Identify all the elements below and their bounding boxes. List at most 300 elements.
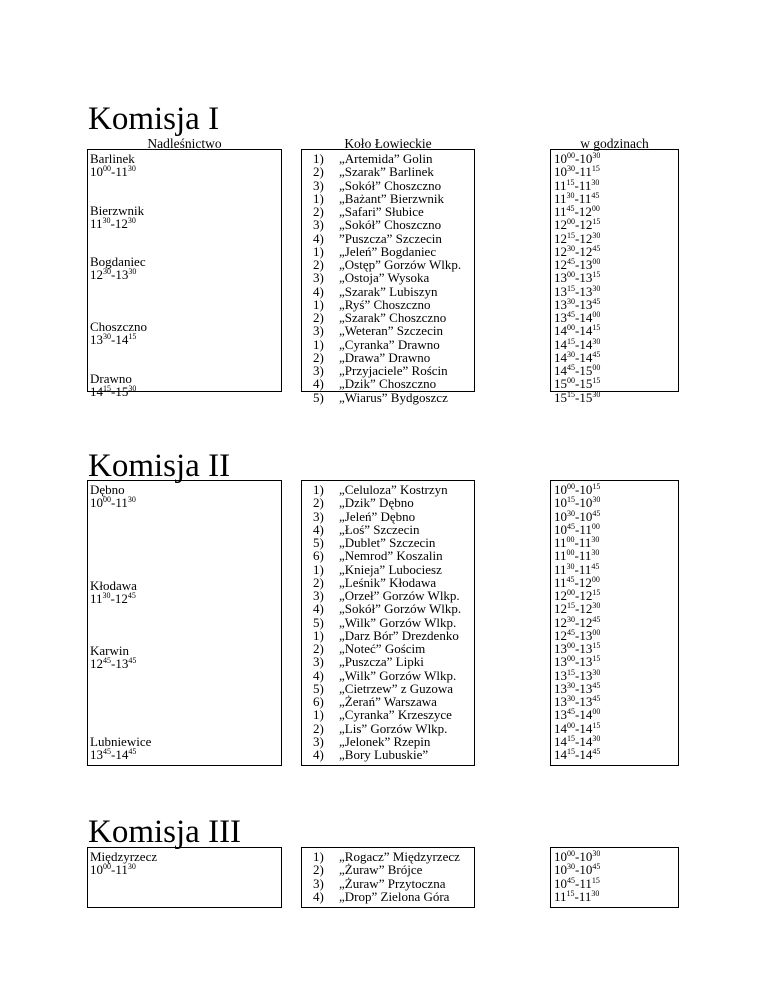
kolo-name: „Sokół” Choszczno <box>339 217 442 233</box>
from-hour: 11 <box>554 574 567 590</box>
row-number: 3) <box>313 588 324 603</box>
to-hour: 11 <box>578 548 592 564</box>
kolo-row <box>302 351 474 364</box>
time-row <box>551 298 678 311</box>
nadlesnictwo-name: Bierzwnik <box>90 203 145 218</box>
kolo-row <box>302 510 474 523</box>
to-hour: 11 <box>578 561 592 577</box>
end-hour: 11 <box>115 495 128 510</box>
end-minute: 45 <box>128 656 137 665</box>
row-number: 3) <box>313 323 324 339</box>
row-number: 3) <box>313 270 324 286</box>
from-minute: 30 <box>567 349 575 359</box>
row-number: 4) <box>313 283 324 299</box>
from-minute: 00 <box>567 323 575 333</box>
row-number: 3) <box>313 733 324 749</box>
time-range: $12^{15}-12^{30}$ <box>554 230 601 246</box>
time-row <box>551 245 678 258</box>
nadlesnictwo-entry <box>90 152 136 180</box>
to-hour: 13 <box>579 654 593 670</box>
from-minute: 45 <box>566 204 575 213</box>
from-hour: 11 <box>554 204 567 219</box>
from-hour: 10 <box>554 521 567 537</box>
to-hour: 12 <box>579 614 593 630</box>
row-number: 4) <box>313 521 324 537</box>
to-minute: 15 <box>592 588 601 597</box>
time-range: $11^{30}-11^{45}$ <box>554 561 600 577</box>
from-minute: 30 <box>566 190 575 200</box>
kolo-row <box>302 179 474 192</box>
from-hour: 13 <box>554 694 567 709</box>
to-minute: 30 <box>592 230 601 240</box>
to-minute: 00 <box>592 310 601 319</box>
to-hour: 10 <box>579 151 593 166</box>
komisja-1-nadlesnictwa-box <box>87 149 282 399</box>
end-hour: 14 <box>115 332 129 347</box>
from-minute: 15 <box>567 747 575 756</box>
nadlesnictwo-entry <box>90 735 151 763</box>
komisja-1-title: Komisja I <box>88 101 220 137</box>
time-row <box>551 669 678 682</box>
kolo-row <box>302 536 474 549</box>
from-hour: 13 <box>554 283 567 299</box>
end-minute: 30 <box>127 164 136 173</box>
row-number: 2) <box>313 310 324 325</box>
row-number: 5) <box>313 680 324 696</box>
row-number: 5) <box>313 614 324 630</box>
kolo-row <box>302 338 474 351</box>
from-minute: 30 <box>567 694 575 703</box>
start-minute: 00 <box>103 495 111 504</box>
kolo-name: „Szarak” Lubiszyn <box>339 283 438 299</box>
kolo-name: „Jeleń” Bogdaniec <box>339 243 437 259</box>
to-hour: 13 <box>579 667 593 683</box>
row-number: 4) <box>313 601 324 617</box>
from-hour: 14 <box>554 747 567 762</box>
row-number: 3) <box>313 177 324 193</box>
row-number: 2) <box>313 349 324 365</box>
nadlesnictwo-name: Międzyrzecz <box>90 849 158 864</box>
kolo-name: „Bory Lubuskie” <box>339 747 429 762</box>
time-row <box>551 655 678 668</box>
time-range: $10^{30}-10^{45}$ <box>554 508 601 524</box>
to-hour: 11 <box>579 164 592 180</box>
kolo-row <box>302 722 474 735</box>
row-number: 1) <box>313 151 324 166</box>
nadlesnictwo-name: Bogdaniec <box>90 254 146 269</box>
from-minute: 15 <box>567 230 575 240</box>
to-minute: 00 <box>592 627 601 637</box>
kolo-row <box>302 218 474 231</box>
time-range: $10^{00}-10^{30}$ <box>554 849 601 864</box>
time-row <box>551 748 678 761</box>
kolo-name: „Darz Bór” Drezdenko <box>339 627 459 643</box>
time-row <box>551 629 678 642</box>
from-minute: 00 <box>566 548 575 558</box>
from-minute: 30 <box>567 614 575 624</box>
kolo-name: „Jeleń” Dębno <box>339 508 416 524</box>
kolo-name: „Żerań” Warszawa <box>339 694 437 709</box>
end-minute: 45 <box>128 747 137 756</box>
start-minute: 45 <box>103 656 111 665</box>
row-number: 2) <box>313 204 324 219</box>
kolo-row <box>302 655 474 668</box>
from-minute: 45 <box>567 627 575 637</box>
from-hour: 13 <box>554 296 567 312</box>
to-hour: 12 <box>579 243 593 259</box>
to-minute: 45 <box>592 862 601 872</box>
end-hour: 14 <box>115 747 129 762</box>
kolo-name: „Nemrod” Koszalin <box>339 548 443 564</box>
from-minute: 45 <box>567 875 575 885</box>
nadlesnictwo-entry <box>90 850 157 878</box>
time-range: $12^{00}-12^{15}$ <box>554 588 601 603</box>
komisja-2-nadlesnictwa-box <box>87 480 282 766</box>
to-hour: 14 <box>579 707 593 723</box>
row-number: 3) <box>313 217 324 233</box>
kolo-row <box>302 298 474 311</box>
from-minute: 45 <box>567 310 575 319</box>
end-hour: 13 <box>115 267 129 282</box>
to-hour: 14 <box>579 310 593 325</box>
from-hour: 10 <box>554 164 567 180</box>
time-range: $15^{15}-15^{30}$ <box>554 389 601 405</box>
kolo-row <box>302 695 474 708</box>
to-hour: 13 <box>579 680 593 696</box>
time-row <box>551 179 678 192</box>
to-hour: 14 <box>579 323 593 339</box>
start-hour: 14 <box>90 384 103 399</box>
kolo-row <box>302 245 474 258</box>
to-minute: 45 <box>592 508 601 518</box>
row-number: 2) <box>313 641 324 656</box>
row-number: 6) <box>313 548 324 564</box>
time-range: $11^{45}-12^{00}$ <box>554 574 600 590</box>
komisja-2-godziny-box <box>550 480 679 766</box>
row-number: 1) <box>313 561 324 577</box>
row-number: 1) <box>313 243 324 259</box>
nadlesnictwo-name: Lubniewice <box>90 734 152 749</box>
to-hour: 11 <box>578 888 592 904</box>
row-number: 4) <box>313 230 324 246</box>
kolo-name: „Cietrzew” z Guzowa <box>339 680 454 696</box>
to-minute: 45 <box>592 243 601 253</box>
nadlesnictwo-name: Barlinek <box>90 151 135 166</box>
kolo-row <box>302 890 474 903</box>
to-hour: 12 <box>578 574 592 590</box>
start-minute: 30 <box>103 332 111 341</box>
time-range: $12^{45}-13^{00}$ <box>554 257 601 272</box>
komisja-2-title: Komisja II <box>88 448 231 484</box>
from-hour: 13 <box>554 667 567 683</box>
start-minute: 30 <box>102 591 111 600</box>
from-minute: 15 <box>567 733 575 743</box>
to-minute: 15 <box>592 641 601 650</box>
from-hour: 12 <box>554 230 567 246</box>
kolo-name: „Sokół” Gorzów Wlkp. <box>339 601 462 617</box>
to-minute: 30 <box>591 177 600 187</box>
nadlesnictwo-name: Choszczno <box>90 319 148 334</box>
kolo-row <box>302 682 474 695</box>
kolo-name: „Szarak” Choszczno <box>339 310 447 325</box>
time-row <box>551 890 678 903</box>
kolo-name: „Artemida” Golin <box>339 151 433 166</box>
time-row <box>551 496 678 509</box>
time-range: $14^{15}-14^{45}$ <box>554 747 601 762</box>
from-hour: 14 <box>554 349 567 365</box>
kolo-name: „Drawa” Drawno <box>339 349 431 365</box>
from-hour: 11 <box>554 190 567 206</box>
kolo-name: „Wiarus” Bydgoszcz <box>339 389 448 405</box>
from-hour: 10 <box>554 495 567 511</box>
to-hour: 11 <box>578 535 592 550</box>
from-minute: 00 <box>567 151 575 160</box>
start-minute: 45 <box>103 747 111 756</box>
kolo-row <box>302 483 474 496</box>
to-minute: 00 <box>592 257 601 266</box>
from-minute: 15 <box>567 283 575 293</box>
time-row <box>551 232 678 245</box>
end-minute: 30 <box>127 216 136 225</box>
row-number: 3) <box>313 508 324 524</box>
from-hour: 15 <box>554 389 567 405</box>
komisja-1-kola-box <box>301 149 475 405</box>
time-range: $13^{30}-13^{45}$ <box>554 296 601 312</box>
from-hour: 14 <box>554 720 567 736</box>
time-range: $10^{30}-11^{15}$ <box>554 164 600 180</box>
from-hour: 12 <box>554 588 567 603</box>
from-minute: 15 <box>567 336 575 346</box>
to-minute: 15 <box>592 482 601 491</box>
kolo-name: „Puszcza” Lipki <box>339 654 424 670</box>
kolo-row <box>302 391 474 404</box>
end-minute: 15 <box>128 332 137 341</box>
to-minute: 00 <box>591 574 600 584</box>
kolo-row <box>302 285 474 298</box>
kolo-name: „Weteran” Szczecin <box>339 323 443 339</box>
to-hour: 10 <box>579 849 593 864</box>
to-hour: 12 <box>579 230 593 246</box>
to-minute: 45 <box>592 349 601 359</box>
time-row <box>551 523 678 536</box>
nadlesnictwo-time-range: $10^{00}-11^{30}$ <box>90 862 136 877</box>
to-hour: 13 <box>579 283 593 299</box>
komisja-3-godziny-box <box>550 847 679 908</box>
row-number: 4) <box>313 376 324 392</box>
from-minute: 00 <box>566 535 575 544</box>
row-number: 2) <box>313 862 324 878</box>
time-range: $11^{15}-11^{30}$ <box>554 177 600 193</box>
to-minute: 30 <box>592 849 601 858</box>
time-range: $11^{00}-11^{30}$ <box>554 535 600 550</box>
row-number: 4) <box>313 667 324 683</box>
nadlesnictwo-entry <box>90 320 147 348</box>
from-minute: 45 <box>567 521 575 531</box>
time-row <box>551 192 678 205</box>
kolo-row <box>302 549 474 562</box>
to-minute: 15 <box>592 323 601 333</box>
to-minute: 45 <box>591 561 600 571</box>
to-hour: 13 <box>579 270 593 286</box>
nadlesnictwo-time-range: $11^{30}-12^{45}$ <box>90 591 136 606</box>
time-range: $10^{45}-11^{00}$ <box>554 521 600 537</box>
kolo-row <box>302 165 474 178</box>
time-row <box>551 377 678 390</box>
to-hour: 12 <box>579 588 593 603</box>
to-hour: 12 <box>579 601 593 617</box>
kolo-name: „Dzik” Dębno <box>339 495 414 511</box>
komisja-3-nadlesnictwa-box <box>87 847 282 908</box>
from-hour: 10 <box>554 875 567 891</box>
time-row <box>551 271 678 284</box>
to-minute: 45 <box>592 680 601 690</box>
kolo-name: „Safari” Słubice <box>339 204 424 219</box>
start-hour: 11 <box>90 591 103 606</box>
row-number: 5) <box>313 389 324 405</box>
time-range: $11^{30}-11^{45}$ <box>554 190 600 206</box>
to-minute: 00 <box>591 521 600 531</box>
row-number: 1) <box>313 482 324 497</box>
time-row <box>551 391 678 404</box>
komisja-3-title: Komisja III <box>88 814 242 850</box>
from-minute: 00 <box>567 641 575 650</box>
to-minute: 15 <box>592 720 601 730</box>
row-number: 4) <box>313 888 324 904</box>
from-minute: 00 <box>567 217 575 227</box>
from-minute: 00 <box>567 588 575 597</box>
kolo-row <box>302 496 474 509</box>
kolo-row <box>302 271 474 284</box>
row-number: 2) <box>313 164 324 180</box>
header-nadlesnictwo: Nadleśnictwo <box>147 136 222 151</box>
time-range: $13^{30}-13^{45}$ <box>554 680 601 696</box>
to-minute: 30 <box>592 601 601 611</box>
from-hour: 10 <box>554 508 567 524</box>
end-minute: 30 <box>128 267 137 276</box>
row-number: 1) <box>313 296 324 312</box>
from-minute: 15 <box>566 888 575 898</box>
to-minute: 00 <box>591 204 600 213</box>
to-minute: 00 <box>592 707 601 717</box>
to-hour: 15 <box>579 376 593 392</box>
from-minute: 45 <box>567 257 575 266</box>
row-number: 5) <box>313 535 324 550</box>
to-minute: 00 <box>592 363 601 372</box>
time-range: $12^{00}-12^{15}$ <box>554 217 601 233</box>
end-minute: 45 <box>127 591 136 600</box>
from-hour: 14 <box>554 363 567 378</box>
kolo-row <box>302 589 474 602</box>
nadlesnictwo-time-range: $10^{00}-11^{30}$ <box>90 495 136 510</box>
time-range: $13^{30}-13^{45}$ <box>554 694 601 709</box>
to-hour: 14 <box>579 336 593 352</box>
header-godziny: w godzinach <box>580 136 649 151</box>
nadlesnictwo-time-range: $12^{45}-13^{45}$ <box>90 656 137 671</box>
to-minute: 15 <box>591 164 600 174</box>
to-hour: 11 <box>579 875 592 891</box>
to-minute: 30 <box>592 667 601 677</box>
kolo-name: „Łoś” Szczecin <box>339 521 420 537</box>
end-minute: 30 <box>127 495 136 504</box>
komisja-3-kola-box <box>301 847 475 908</box>
from-minute: 15 <box>567 389 575 399</box>
time-range: $13^{00}-13^{15}$ <box>554 654 601 670</box>
to-minute: 30 <box>591 548 600 558</box>
from-minute: 30 <box>567 164 575 174</box>
from-minute: 30 <box>567 862 575 872</box>
from-hour: 12 <box>554 614 567 630</box>
time-range: $14^{00}-14^{15}$ <box>554 323 601 339</box>
from-hour: 12 <box>554 243 567 259</box>
from-hour: 11 <box>554 177 567 193</box>
to-minute: 45 <box>591 190 600 200</box>
time-row <box>551 616 678 629</box>
time-row <box>551 563 678 576</box>
from-minute: 15 <box>566 177 575 187</box>
komisja-2-kola-box <box>301 480 475 766</box>
kolo-name: „Przyjaciele” Rościn <box>339 363 448 378</box>
from-hour: 13 <box>554 270 567 286</box>
nadlesnictwo-time-range: $13^{30}-14^{15}$ <box>90 332 137 347</box>
start-hour: 12 <box>90 656 103 671</box>
row-number: 2) <box>313 720 324 736</box>
kolo-name: „Cyranka” Drawno <box>339 336 440 352</box>
start-hour: 13 <box>90 747 103 762</box>
kolo-name: „Sokół” Choszczno <box>339 177 442 193</box>
end-hour: 12 <box>114 216 128 231</box>
kolo-row <box>302 563 474 576</box>
time-row <box>551 708 678 721</box>
kolo-name: „Wilk” Gorzów Wlkp. <box>339 614 457 630</box>
nadlesnictwo-name: Dębno <box>90 482 125 497</box>
time-range: $13^{45}-14^{00}$ <box>554 707 601 723</box>
nadlesnictwo-name: Karwin <box>90 643 129 658</box>
time-row <box>551 722 678 735</box>
nadlesnictwo-time-range: $13^{45}-14^{45}$ <box>90 747 137 762</box>
header-kolo-lowieckie: Koło Łowieckie <box>344 136 432 151</box>
to-hour: 11 <box>579 521 592 537</box>
kolo-name: „Cyranka” Krzeszyce <box>339 707 452 723</box>
kolo-row <box>302 523 474 536</box>
time-row <box>551 351 678 364</box>
from-hour: 12 <box>554 601 567 617</box>
end-hour: 13 <box>115 656 129 671</box>
from-hour: 10 <box>554 151 567 166</box>
time-row <box>551 576 678 589</box>
time-range: $14^{15}-14^{30}$ <box>554 733 601 749</box>
end-minute: 30 <box>127 862 136 871</box>
to-hour: 14 <box>579 747 593 762</box>
to-minute: 15 <box>592 270 601 280</box>
to-minute: 30 <box>592 283 601 293</box>
end-hour: 12 <box>114 591 128 606</box>
to-hour: 15 <box>579 363 593 378</box>
from-minute: 15 <box>567 601 575 611</box>
nadlesnictwo-time-range: $10^{00}-11^{30}$ <box>90 164 136 179</box>
time-row <box>551 682 678 695</box>
time-row <box>551 602 678 615</box>
time-row <box>551 324 678 337</box>
kolo-row <box>302 232 474 245</box>
to-hour: 11 <box>578 190 592 206</box>
kolo-row <box>302 850 474 863</box>
time-range: $14^{45}-15^{00}$ <box>554 363 601 378</box>
to-hour: 10 <box>579 862 593 878</box>
kolo-name: „Knieja” Lubociesz <box>339 561 442 577</box>
row-number: 1) <box>313 849 324 864</box>
time-range: $13^{15}-13^{30}$ <box>554 667 601 683</box>
row-number: 1) <box>313 336 324 352</box>
